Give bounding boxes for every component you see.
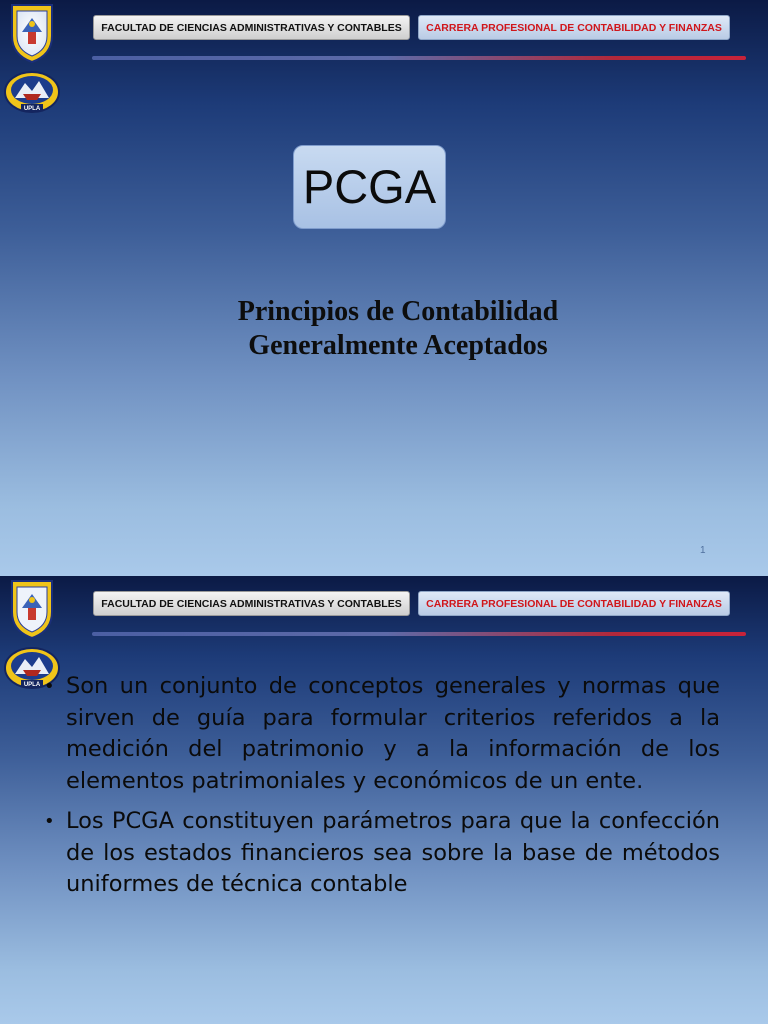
faculty-header-label: FACULTAD DE CIENCIAS ADMINISTRATIVAS Y CONTABLES (93, 591, 410, 616)
header-divider (92, 56, 746, 60)
slide-title-box: PCGA (293, 145, 446, 229)
bullet-list (44, 671, 720, 910)
university-shield-logo-icon (8, 2, 56, 64)
upla-logo-text: UPLA (23, 106, 41, 112)
bullet-dot-icon: • (44, 811, 55, 832)
bullet-item (44, 806, 720, 901)
subtitle-line-2: Generalmente Aceptados (248, 330, 548, 361)
header-divider (92, 632, 746, 636)
subtitle-line-1: Principios de Contabilidad (237, 296, 559, 327)
faculty-header-label: FACULTAD DE CIENCIAS ADMINISTRATIVAS Y CONTABLES (93, 15, 410, 40)
career-header-label: CARRERA PROFESIONAL DE CONTABILIDAD Y FINANZAS (418, 15, 730, 40)
upla-logo-text: UPLA (23, 682, 41, 688)
bullet-text: Son un conjunto de conceptos generales y normas que sirven de guía para formular criterios referidos a la medición del patrimonio y a la información de los elementos patrimoniales y económicos de un ente. (66, 673, 720, 794)
slide-subtitle (0, 295, 768, 363)
slide-number: 1 (700, 545, 706, 556)
bullet-item (44, 671, 720, 797)
bullet-dot-icon: • (44, 676, 55, 697)
slide-2 (0, 576, 768, 1024)
career-header-label: CARRERA PROFESIONAL DE CONTABILIDAD Y FINANZAS (418, 591, 730, 616)
university-shield-logo-icon (8, 578, 56, 640)
upla-emblem-logo-icon (3, 70, 61, 114)
bullet-text: Los PCGA constituyen parámetros para que la confección de los estados financieros sea sobre la base de métodos uniformes de técnica contable (66, 808, 720, 897)
